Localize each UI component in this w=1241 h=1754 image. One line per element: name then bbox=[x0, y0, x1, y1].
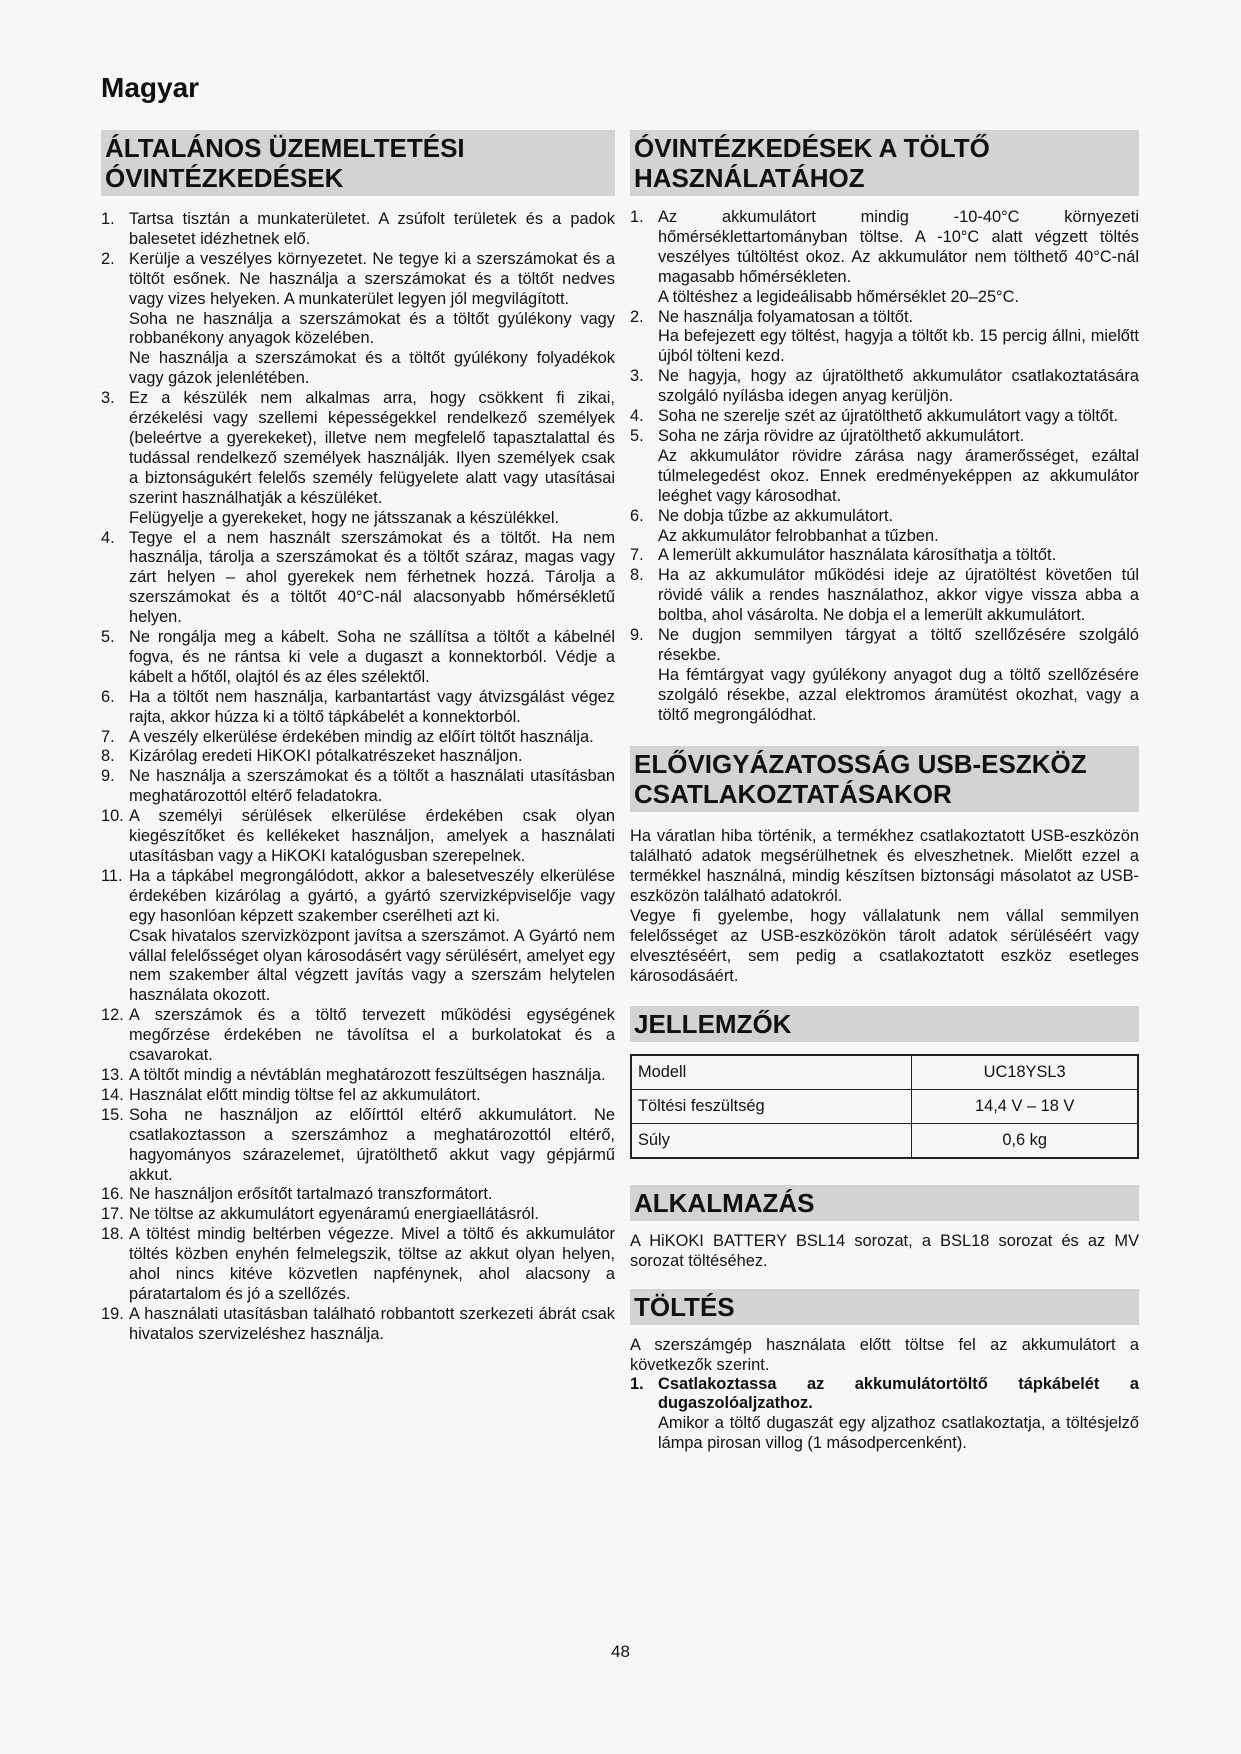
usb-paragraph-2: Vegye fi gyelembe, hogy vállalatunk nem vállal semmilyen felelősséget az USB-eszközökön tárolt adatok sérüléséért vagy elvesztéséért, sem pedig a csatlakoztatott eszköz esetleges károsodásáért. bbox=[630, 906, 1139, 985]
item-number: 4. bbox=[630, 407, 644, 426]
list-item bbox=[630, 566, 1139, 626]
item-number: 13. bbox=[101, 1065, 124, 1084]
item-text: Kerülje a veszélyes környezetet. Ne tegye ki a szerszámokat és a töltőt esőnek. Ne használja a szerszámokat és a töltőt nedves vagy vizes helyeken. A munkaterület legyen jól megvilágított. bbox=[129, 249, 615, 308]
item-text: Használat előtt mindig töltse fel az akkumulátort. bbox=[129, 1085, 481, 1104]
item-text: Ez a készülék nem alkalmas arra, hogy csökkent fi zikai, érzékelési vagy szellemi képességekkel rendelkező személyek (beleértve a gyerekeket), illetve nem megfelelő tapasztalattal és tudással rendelkező személyek használják. Ilyen személyek csak a biztonságukért felelős személy felügyelete alatt vagy utasításai szerint használhatják a készüléket. bbox=[129, 389, 615, 507]
item-number: 15. bbox=[101, 1105, 124, 1124]
list-item bbox=[630, 427, 1139, 447]
list-item bbox=[101, 807, 615, 867]
item-number: 19. bbox=[101, 1304, 124, 1323]
application-heading: ALKALMAZÁS bbox=[630, 1185, 1139, 1221]
item-text: A személyi sérülések elkerülése érdekében csak olyan kiegészítőket és kellékeket használjon, amelyek a használati utasításban vagy a HiKOKI katalógusban szerepelnek. bbox=[129, 807, 615, 865]
item-text: Ne használjon erősítőt tartalmazó transzformátort. bbox=[129, 1185, 493, 1204]
item-text: Ha az akkumulátor működési ideje az újratöltést követően túl rövidé válik a rendes használathoz, akkor vigye vissza abba a boltba, ahol vásárolta. Ne dobja el a lemerült akkumulátort. bbox=[658, 566, 1139, 625]
list-note: Ha befejezett egy töltést, hagyja a töltőt kb. 15 percig állni, mielőtt újból tölteni kezd. bbox=[658, 327, 1139, 366]
list-item bbox=[101, 210, 615, 250]
item-text: A szerszámok és a töltő tervezett működési egységének megőrzése érdekében ne távolítsa el a burkolatokat és a csavarokat. bbox=[129, 1006, 615, 1065]
spec-value: UC18YSL3 bbox=[912, 1055, 1138, 1090]
charger-precautions-list bbox=[630, 208, 1139, 726]
item-text: A lemerült akkumulátor használata károsíthatja a töltőt. bbox=[658, 546, 1057, 565]
list-note: Az akkumulátor felrobbanhat a tűzben. bbox=[658, 526, 939, 545]
application-text: A HiKOKI BATTERY BSL14 sorozat, a BSL18 sorozat és az MV sorozat töltéséhez. bbox=[630, 1231, 1139, 1270]
item-number: 2. bbox=[630, 307, 644, 326]
language-title: Magyar bbox=[101, 72, 200, 103]
item-number: 7. bbox=[101, 727, 115, 746]
item-text: Az akkumulátort mindig -10-40°C környezeti hőmérséklettartományban töltse. A -10°C alatt végzett töltés veszélyes túltöltést okoz. Az akkumulátor nem tölthető 40°C-nál magasabb hőmérsékleten. bbox=[658, 208, 1139, 286]
item-number: 1. bbox=[630, 208, 644, 226]
list-item bbox=[101, 628, 615, 688]
item-text: Ha a tápkábel megrongálódott, akkor a balesetveszély elkerülése érdekében kizárólag a gyártó, a gyártó szervizképviselője vagy egy hasonlóan képzett szakember cserélheti azt ki. bbox=[129, 866, 615, 925]
item-number: 3. bbox=[630, 367, 644, 386]
charging-intro: A szerszámgép használata előtt töltse fel az akkumulátort a következők szerint. bbox=[630, 1335, 1139, 1374]
spec-label: Töltési feszültség bbox=[631, 1089, 912, 1123]
list-note: Ne használja a szerszámokat és a töltőt gyúlékony folyadékok vagy gázok jelenlétében. bbox=[129, 349, 615, 388]
list-item bbox=[630, 308, 1139, 328]
list-note: Csak hivatalos szervizközpont javítsa a szerszámot. A Gyártó nem vállal felelősséget olyan károsodásért vagy sérülésért, amelyet egy nem szakember által végzett javítás vagy a szerszám helytelen használata okozott. bbox=[129, 926, 615, 1005]
list-note: Soha ne használja a szerszámokat és a töltőt gyúlékony vagy robbanékony anyagok közelében. bbox=[129, 309, 615, 348]
left-column bbox=[101, 130, 615, 1345]
item-text: Ne hagyja, hogy az újratölthető akkumulátor csatlakoztatására szolgáló nyílásba idegen anyag kerüljön. bbox=[658, 367, 1139, 406]
list-note: A töltéshez a legideálisabb hőmérséklet 20–25°C. bbox=[658, 287, 1020, 306]
list-item bbox=[101, 1225, 615, 1305]
item-text: A veszély elkerülése érdekében mindig az előírt töltőt használja. bbox=[129, 727, 594, 746]
item-number: 14. bbox=[101, 1085, 124, 1104]
item-text: Ne rongálja meg a kábelt. Soha ne szállítsa a töltőt a kábelnél fogva, és ne rántsa ki vele a dugaszt a konnektorból. Védje a kábelt a hőtől, olajtól és az éles szélektől. bbox=[129, 628, 615, 686]
item-number: 2. bbox=[101, 249, 115, 268]
list-item bbox=[630, 367, 1139, 407]
step-number: 1. bbox=[630, 1374, 644, 1393]
list-item bbox=[630, 507, 1139, 527]
list-item bbox=[101, 1205, 615, 1225]
item-number: 8. bbox=[630, 566, 644, 585]
list-note: Felügyelje a gyerekeket, hogy ne játsszanak a készülékkel. bbox=[129, 508, 560, 527]
list-item bbox=[630, 407, 1139, 427]
item-number: 7. bbox=[630, 546, 644, 565]
list-item bbox=[101, 1066, 615, 1086]
item-text: Ha a töltőt nem használja, karbantartást vagy átvizsgálást végez rajta, akkor húzza ki a töltő tápkábelét a konnektorból. bbox=[129, 687, 615, 726]
list-item bbox=[101, 389, 615, 508]
table-row bbox=[631, 1123, 1138, 1158]
table-row bbox=[631, 1089, 1138, 1123]
item-number: 5. bbox=[101, 628, 115, 647]
item-number: 16. bbox=[101, 1185, 124, 1204]
list-item bbox=[101, 1086, 615, 1106]
item-text: Ne töltse az akkumulátort egyenáramú energiaellátásról. bbox=[129, 1205, 539, 1224]
spec-value: 0,6 kg bbox=[912, 1123, 1138, 1158]
list-item bbox=[101, 1305, 615, 1345]
page-number: 48 bbox=[611, 1642, 630, 1661]
step-title: Csatlakoztassa az akkumulátortöltő tápkábelét a dugaszolóaljzathoz. bbox=[658, 1374, 1139, 1413]
item-number: 3. bbox=[101, 389, 115, 408]
spec-label: Modell bbox=[631, 1055, 912, 1090]
list-item bbox=[630, 626, 1139, 666]
item-text: Soha ne szerelje szét az újratölthető akkumulátort vagy a töltőt. bbox=[658, 407, 1119, 426]
item-number: 8. bbox=[101, 747, 115, 766]
item-number: 12. bbox=[101, 1006, 124, 1025]
item-number: 18. bbox=[101, 1225, 124, 1244]
list-item bbox=[101, 250, 615, 310]
right-column bbox=[630, 130, 1139, 1454]
list-note: Az akkumulátor rövidre zárása nagy áramerősséget, ezáltal túlmelegedést okoz. Ennek eredményeképpen az akkumulátor leéghet vagy károsodhat. bbox=[658, 446, 1139, 505]
list-item bbox=[630, 208, 1139, 288]
list-item bbox=[101, 1006, 615, 1066]
item-text: Tartsa tisztán a munkaterületet. A zsúfolt területek és a padok balesetet idézhetnek elő. bbox=[129, 210, 615, 248]
item-number: 6. bbox=[101, 687, 115, 706]
item-number: 9. bbox=[630, 626, 644, 645]
item-number: 1. bbox=[101, 210, 115, 228]
item-text: Ne használja a szerszámokat és a töltőt a használati utasításban meghatározottól eltérő feladatokra. bbox=[129, 767, 615, 806]
item-number: 17. bbox=[101, 1205, 124, 1224]
spec-label: Súly bbox=[631, 1123, 912, 1158]
list-note: Ha fémtárgyat vagy gyúlékony anyagot dug a töltő szellőzésére szolgáló résekbe, azzal elektromos áramütést okozhat, vagy a töltő megrongálódhat. bbox=[658, 665, 1139, 724]
item-text: Tegye el a nem használt szerszámokat és a töltőt. Ha nem használja, tárolja a szerszámokat és a töltőt száraz, magas vagy zárt helyen – ahol gyerekek nem férhetnek hozzá. Tárolja a szerszámokat és a töltőt 40°C-nál alacsonyabb hőmérsékletű helyen. bbox=[129, 528, 615, 627]
item-text: Ne használja folyamatosan a töltőt. bbox=[658, 307, 914, 326]
item-text: Soha ne használjon az előírttól eltérő akkumulátort. Ne csatlakoztasson a szerszámhoz a meghatározottól eltérő, hagyományos szárazelemet, újratölthető akkut vagy gépjármű akkut. bbox=[129, 1105, 615, 1184]
general-precautions-list bbox=[101, 210, 615, 1345]
list-item bbox=[630, 546, 1139, 566]
general-precautions-heading: ÁLTALÁNOS ÜZEMELTETÉSI ÓVINTÉZKEDÉSEK bbox=[101, 130, 615, 196]
list-item bbox=[101, 728, 615, 748]
item-text: A töltést mindig beltérben végezze. Mivel a töltő és akkumulátor töltés közben enyhén felmelegszik, töltse az akkut olyan helyen, ahol nincs kitéve közvetlen napfénynek, ahol alacsony a páratartalom és jó a szellőzés. bbox=[129, 1225, 615, 1303]
list-item bbox=[101, 867, 615, 927]
list-item bbox=[101, 529, 615, 629]
item-number: 11. bbox=[101, 866, 123, 885]
charging-step-text: Amikor a töltő dugaszát egy aljzathoz csatlakoztatja, a töltésjelző lámpa pirosan villog (1 másodpercenként). bbox=[658, 1414, 1139, 1453]
spec-value: 14,4 V – 18 V bbox=[912, 1089, 1138, 1123]
item-number: 4. bbox=[101, 528, 115, 547]
usb-precautions-heading: ELŐVIGYÁZATOSSÁG USB-ESZKÖZ CSATLAKOZTATÁSAKOR bbox=[630, 746, 1139, 812]
item-text: Ne dugjon semmilyen tárgyat a töltő szellőzésére szolgáló résekbe. bbox=[658, 626, 1139, 664]
item-text: Kizárólag eredeti HiKOKI pótalkatrészeket használjon. bbox=[129, 747, 523, 766]
item-text: A töltőt mindig a névtáblán meghatározott feszültségen használja. bbox=[129, 1065, 606, 1084]
specifications-heading: JELLEMZŐK bbox=[630, 1006, 1139, 1042]
specifications-table bbox=[630, 1054, 1139, 1159]
list-item bbox=[101, 1185, 615, 1205]
item-number: 10. bbox=[101, 807, 124, 826]
charging-step bbox=[630, 1375, 1139, 1415]
list-item bbox=[101, 688, 615, 728]
item-number: 6. bbox=[630, 506, 644, 525]
list-item bbox=[101, 747, 615, 767]
item-text: Ne dobja tűzbe az akkumulátort. bbox=[658, 506, 894, 525]
list-item bbox=[101, 767, 615, 807]
charging-heading: TÖLTÉS bbox=[630, 1289, 1139, 1325]
item-text: A használati utasításban található robbantott szerkezeti ábrát csak hivatalos szervizeléshez használja. bbox=[129, 1304, 615, 1343]
item-number: 9. bbox=[101, 767, 115, 786]
list-item bbox=[101, 1106, 615, 1186]
item-number: 5. bbox=[630, 426, 644, 445]
table-row bbox=[631, 1055, 1138, 1090]
item-text: Soha ne zárja rövidre az újratölthető akkumulátort. bbox=[658, 426, 1025, 445]
charger-precautions-heading: ÓVINTÉZKEDÉSEK A TÖLTŐ HASZNÁLATÁHOZ bbox=[630, 130, 1139, 196]
usb-paragraph-1: Ha váratlan hiba történik, a termékhez csatlakoztatott USB-eszközön található adatok megsérülhetnek és elveszhetnek. Mielőtt ezzel a termékkel használná, mindig készítsen biztonsági másolatot az USB-eszközön található adatokról. bbox=[630, 826, 1139, 905]
